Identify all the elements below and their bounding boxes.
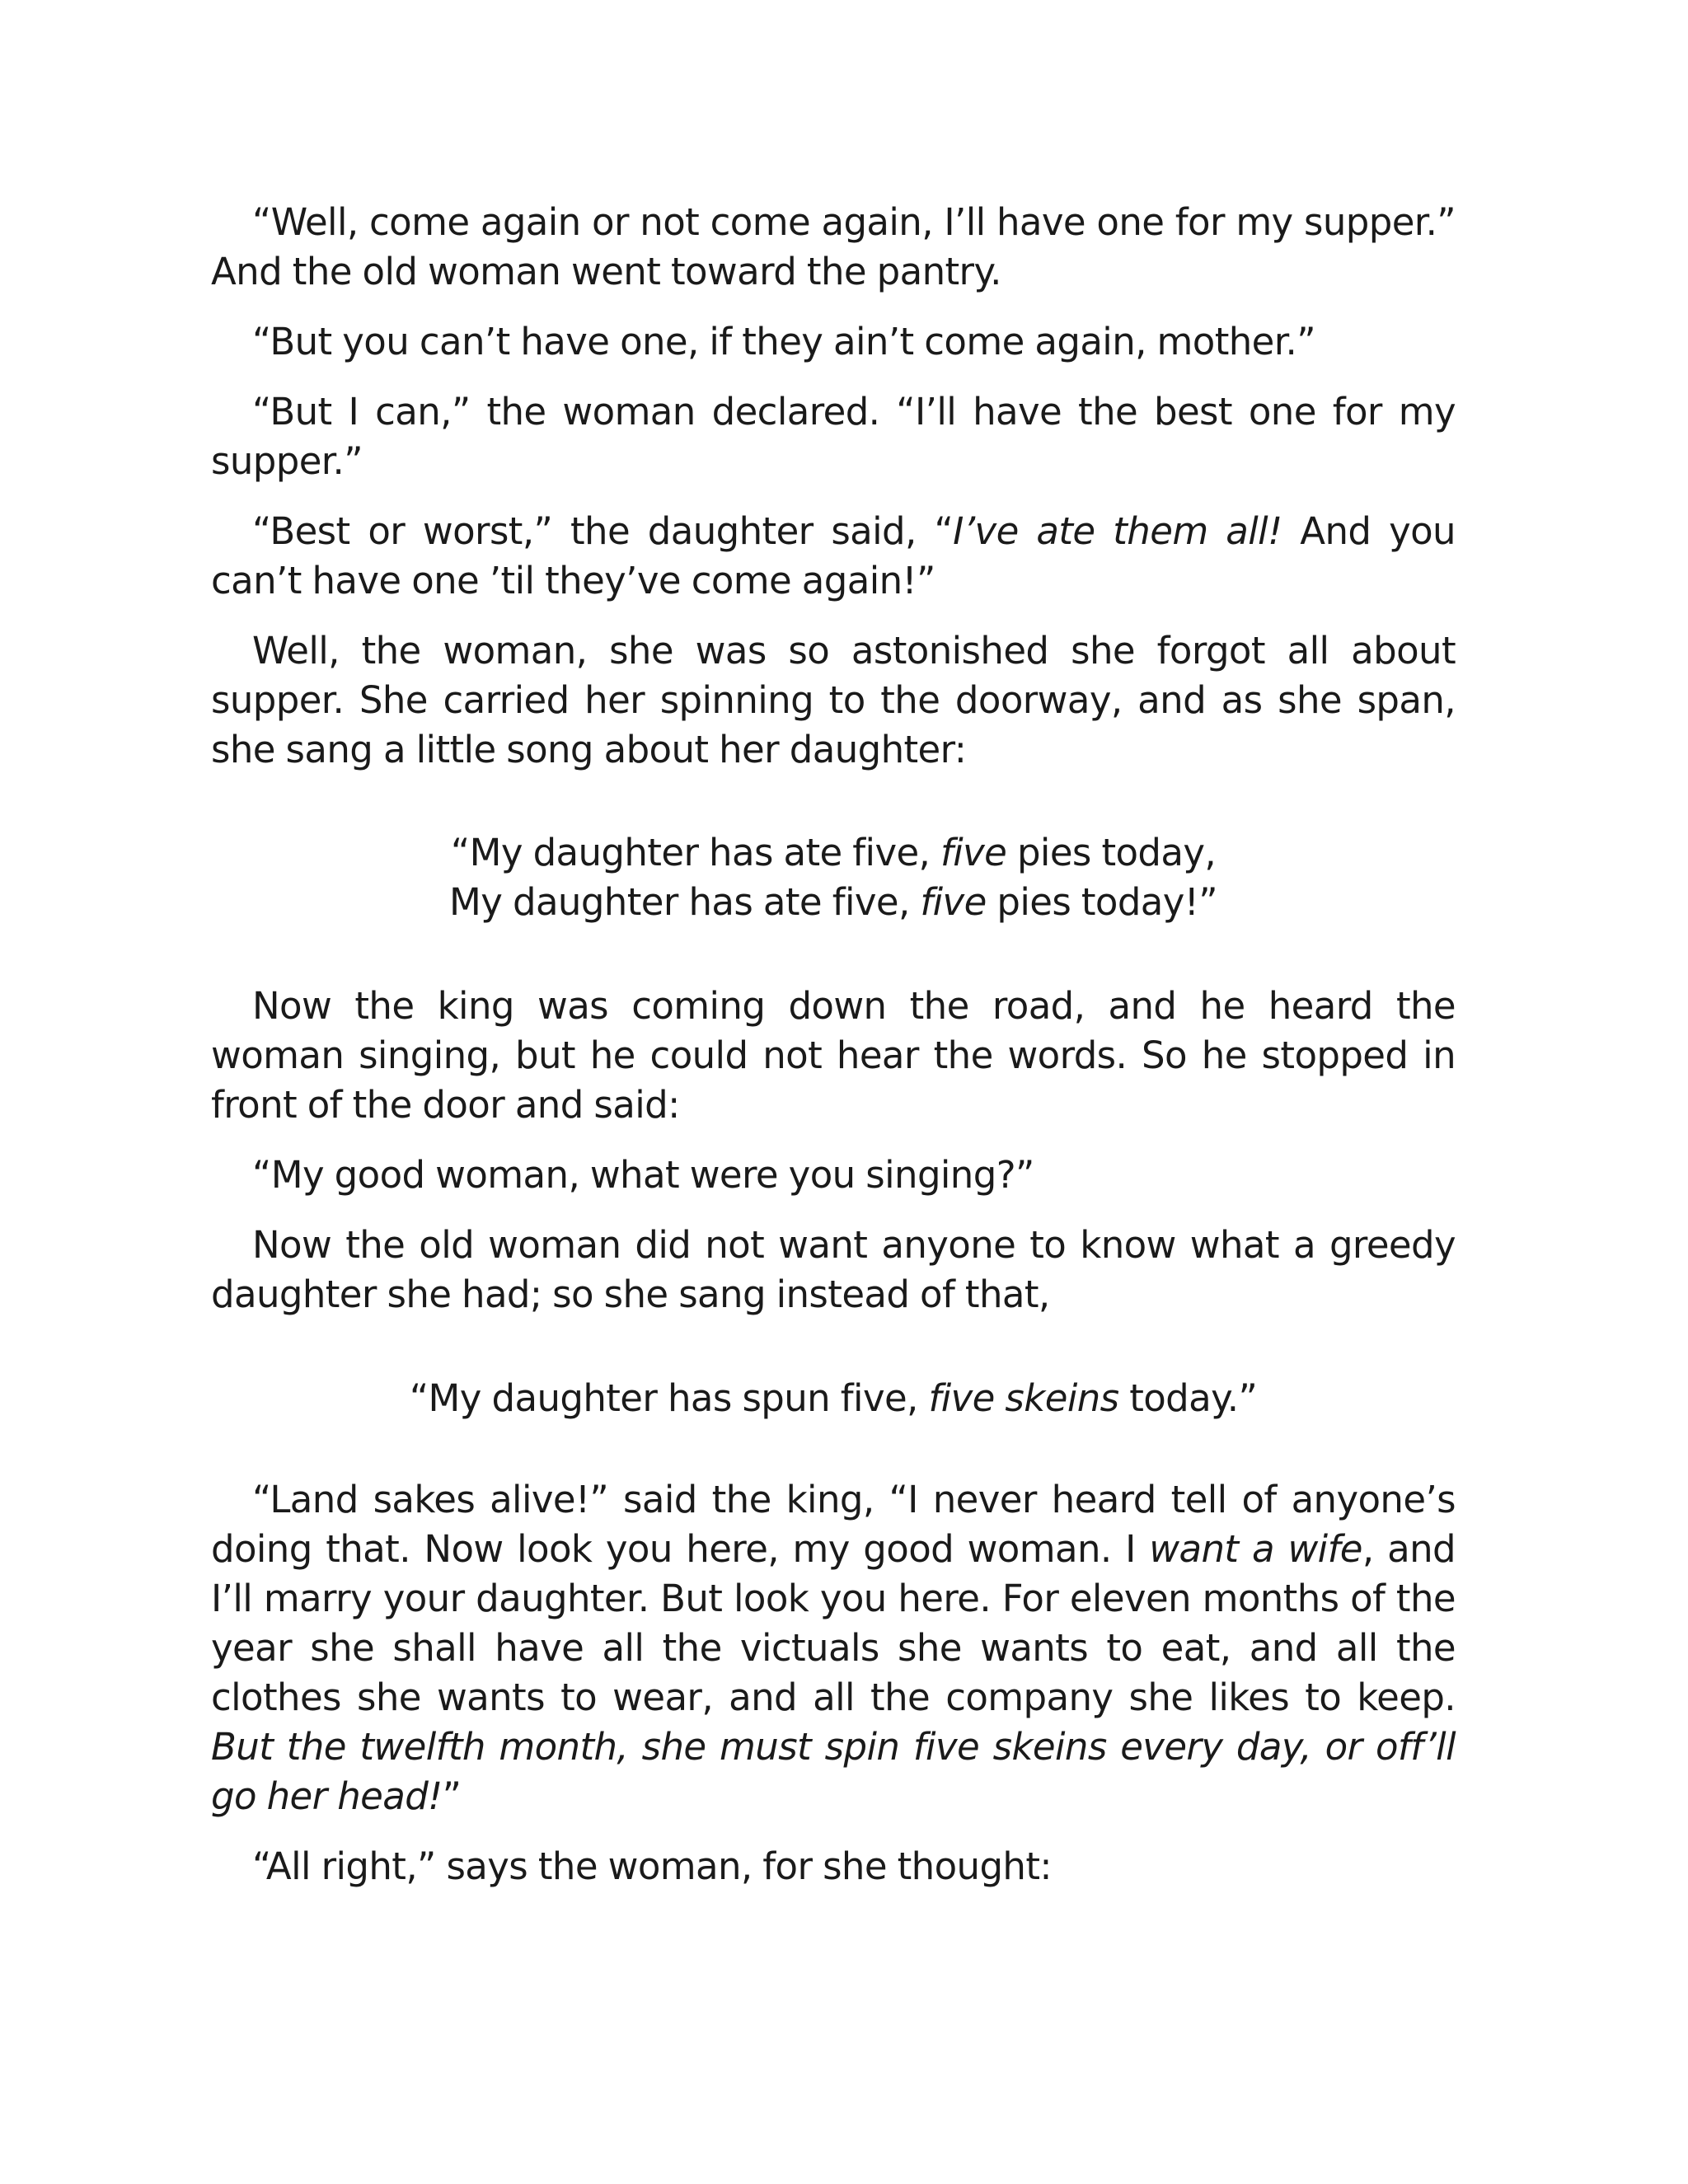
- text-run: Now the king was coming down the road, and he heard the woman singing, but he could not hear the words. So he stopped in front of the door and said:: [211, 984, 1456, 1127]
- text-run: “My daughter has spun five,: [409, 1376, 929, 1420]
- text-run: And you can’t have one ’til they’ve come again!”: [211, 509, 1456, 602]
- text-run: “All right,” says the woman, for she thought:: [252, 1844, 1052, 1888]
- song-verse-skeins: [211, 1374, 1456, 1423]
- story-paragraph: [211, 387, 1456, 486]
- italic-text: five skeins: [928, 1376, 1119, 1420]
- text-run: My daughter has ate five,: [449, 880, 921, 924]
- italic-text: But the twelfth month, she must spin five skeins every day, or off’ll go her head!: [211, 1725, 1456, 1818]
- story-paragraph: [211, 317, 1456, 367]
- verse-line: [211, 1374, 1456, 1423]
- text-run: “But I can,” the woman declared. “I’ll have the best one for my supper.”: [211, 390, 1456, 483]
- story-paragraph: [211, 198, 1456, 297]
- text-run: pies today!”: [986, 880, 1217, 924]
- text-run: “Well, come again or not come again, I’ll have one for my supper.” And the old woman went toward the pantry.: [211, 200, 1456, 293]
- document-page: [211, 198, 1456, 1912]
- story-paragraph: [211, 507, 1456, 606]
- story-section-1: [211, 198, 1456, 775]
- text-run: today.”: [1118, 1376, 1258, 1420]
- text-run: Well, the woman, she was so astonished she forgot all about supper. She carried her spinning to the doorway, and as she span, she sang a little song about her daughter:: [211, 629, 1456, 771]
- story-paragraph: [211, 1151, 1456, 1200]
- italic-text: five: [940, 831, 1007, 874]
- text-run: Now the old woman did not want anyone to know what a greedy daughter she had; so she sang instead of that,: [211, 1223, 1456, 1316]
- text-run: “Best or worst,” the daughter said, “: [252, 509, 954, 553]
- text-run: pies today,: [1006, 831, 1217, 874]
- story-section-2: [211, 982, 1456, 1319]
- text-run: “My daughter has ate five,: [450, 831, 940, 874]
- italic-text: five: [920, 880, 987, 924]
- verse-line: [211, 878, 1456, 927]
- italic-text: want a wife: [1149, 1527, 1362, 1571]
- story-paragraph: [211, 1475, 1456, 1821]
- story-paragraph: [211, 626, 1456, 775]
- italic-text: I’ve ate them all!: [953, 509, 1282, 553]
- story-paragraph: [211, 1221, 1456, 1319]
- song-verse-pies: [211, 828, 1456, 927]
- story-section-3: [211, 1475, 1456, 1891]
- verse-line: [211, 828, 1456, 878]
- text-run: “My good woman, what were you singing?”: [252, 1153, 1034, 1197]
- text-run: “Land sakes alive!” said the king, “I never heard tell of anyone’s doing that. Now look you here, my good woman. I: [211, 1478, 1456, 1571]
- text-run: “But you can’t have one, if they ain’t come again, mother.”: [252, 320, 1315, 363]
- text-run: , and I’ll marry your daughter. But look you here. For eleven months of the year she shall have all the victuals she wants to eat, and all the clothes she wants to wear, and all the company she likes to keep.: [211, 1527, 1456, 1719]
- story-paragraph: [211, 982, 1456, 1130]
- story-paragraph: [211, 1842, 1456, 1891]
- text-run: ”: [442, 1774, 462, 1818]
